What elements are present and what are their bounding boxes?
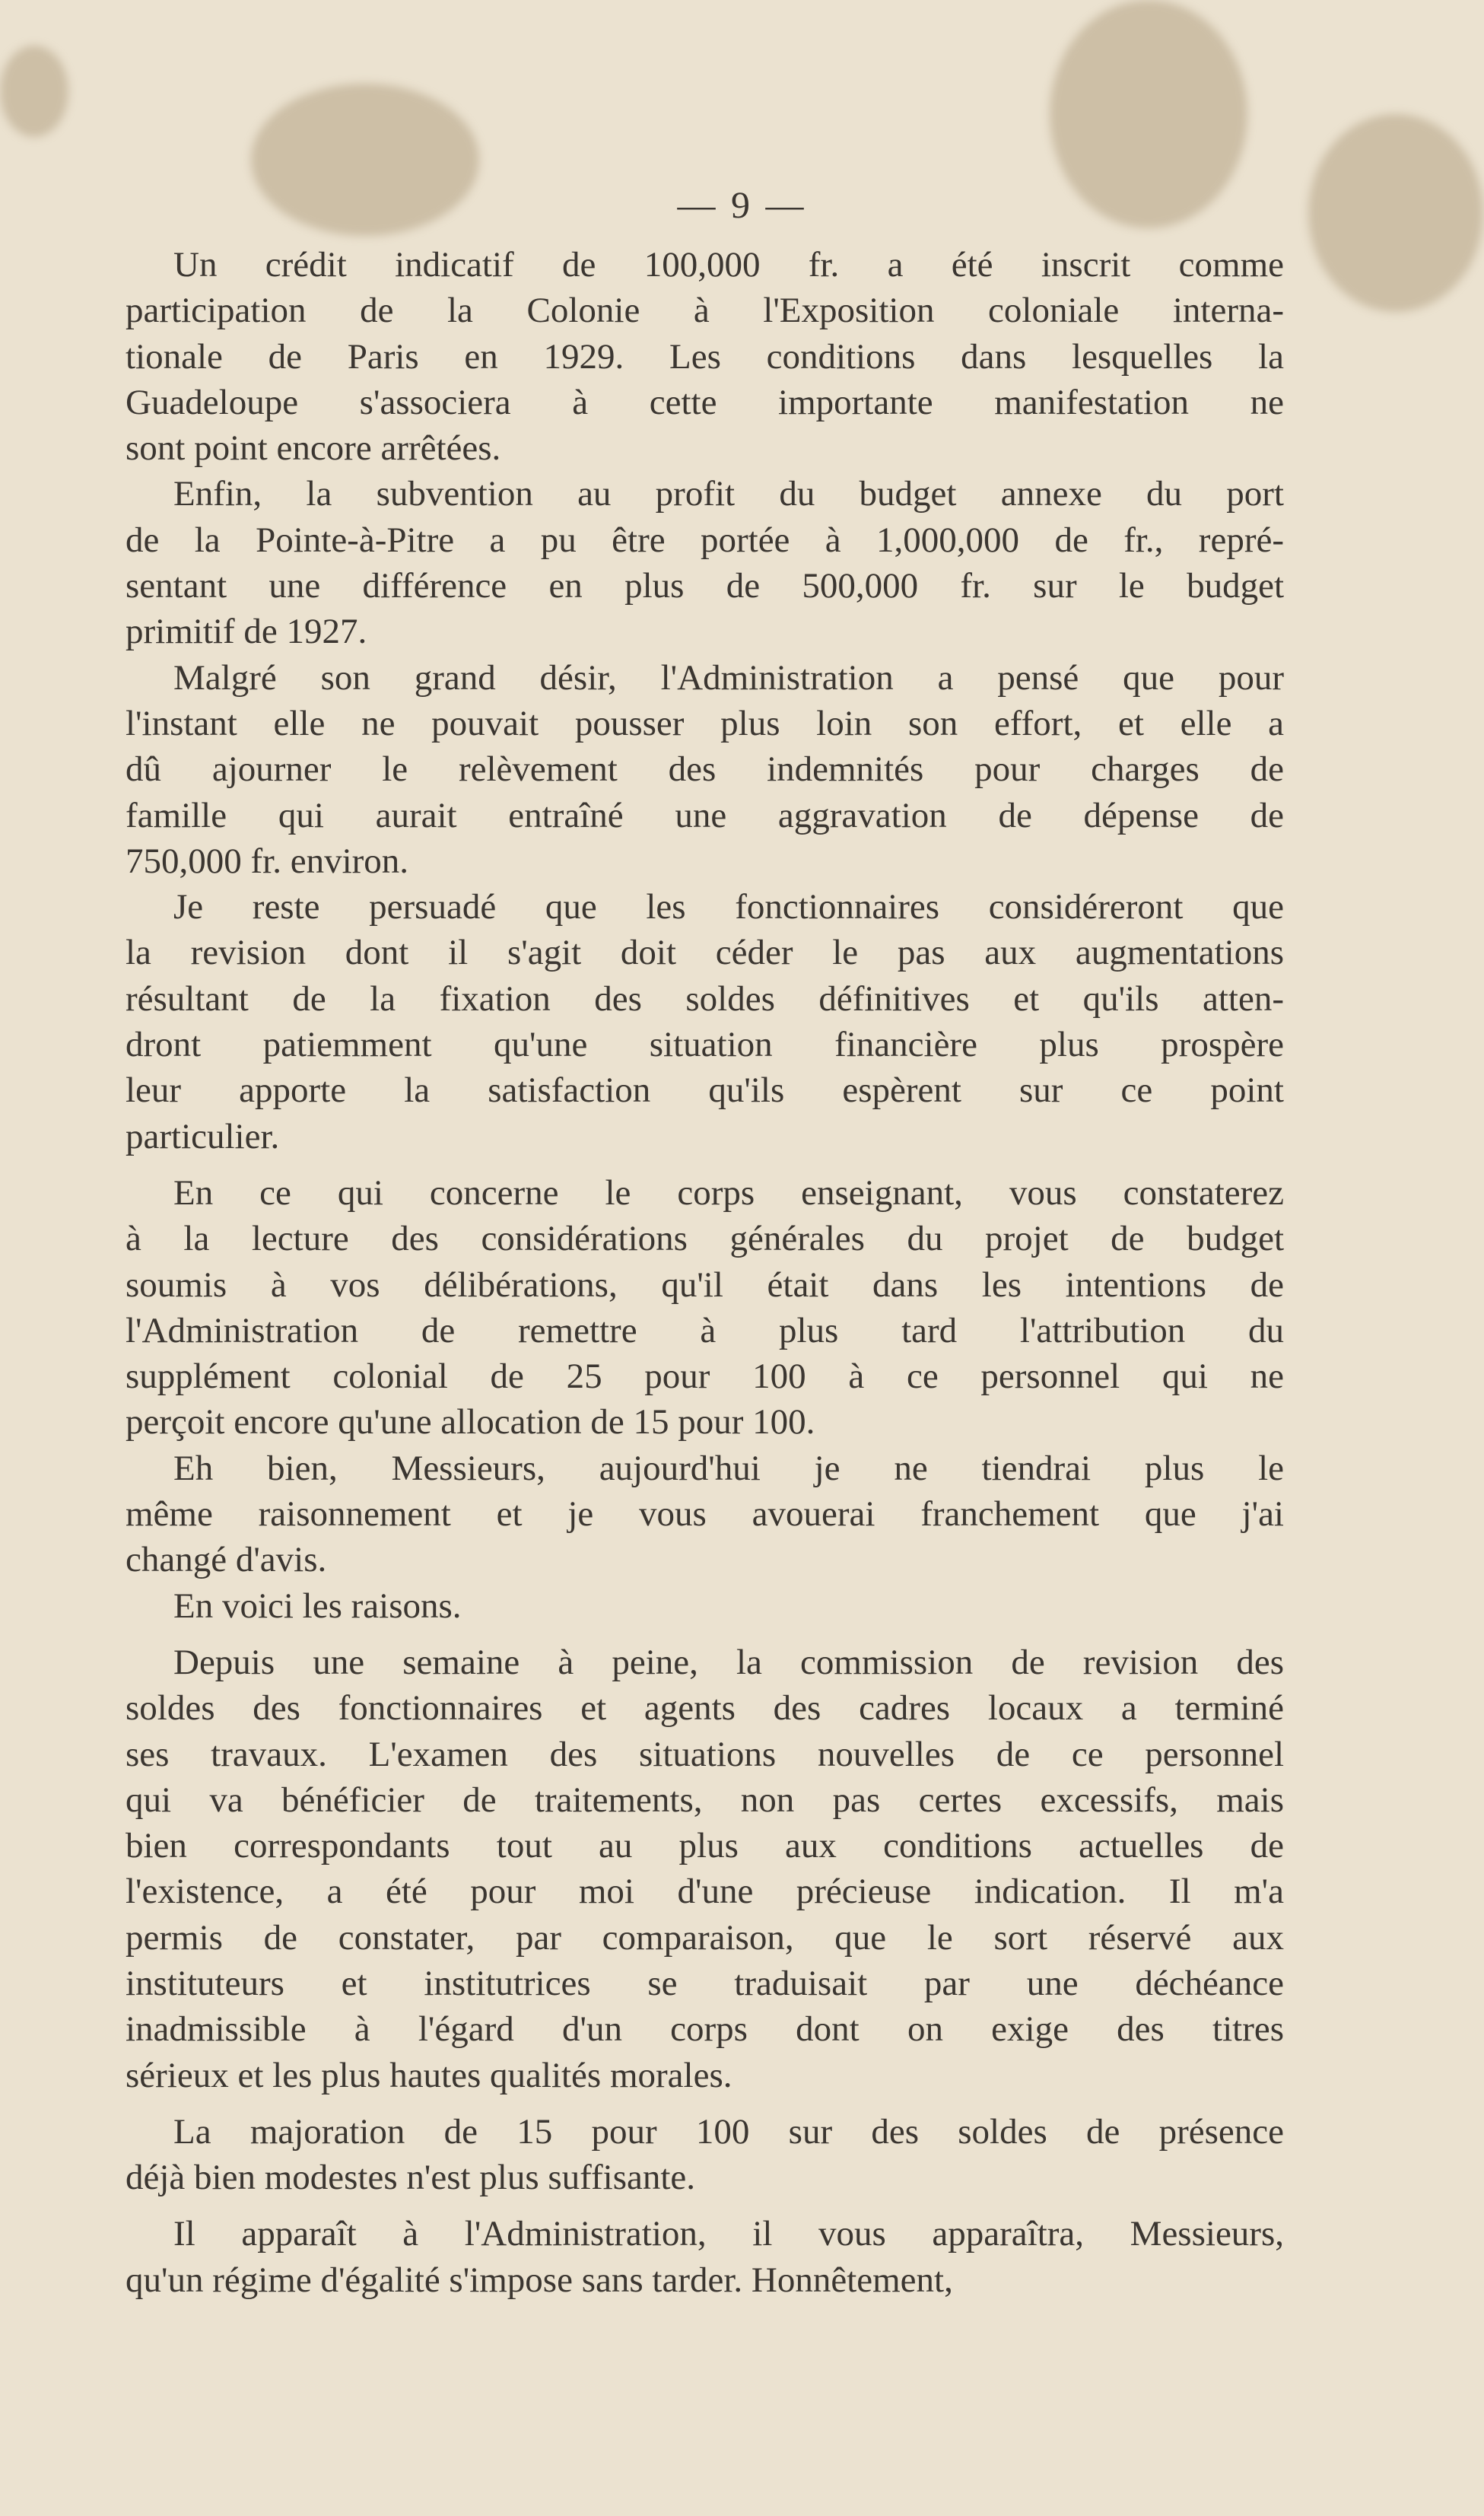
text-line: soldes des fonctionnaires et agents des cadres locaux a terminé <box>126 1688 1284 1729</box>
paragraph <box>126 2109 1284 2201</box>
page-number: — 9 — <box>677 183 807 226</box>
text-line: En ce qui concerne le corps enseignant, vous constaterez <box>173 1172 1284 1213</box>
text-line: Un crédit indicatif de 100,000 fr. a été inscrit comme <box>173 245 1284 285</box>
text-line: l'existence, a été pour moi d'une précieuse indication. Il m'a <box>126 1872 1284 1912</box>
paragraph <box>126 884 1284 1159</box>
text-line: l'Administration de remettre à plus tard l'attribution du <box>126 1310 1284 1350</box>
text-line: sérieux et les plus hautes qualités morales. <box>126 2055 732 2095</box>
text-line: perçoit encore qu'une allocation de 15 pour 100. <box>126 1402 815 1442</box>
text-line: qui va bénéficier de traitements, non pas certes excessifs, mais <box>126 1780 1284 1820</box>
text-line: même raisonnement et je vous avouerai franchement que j'ai <box>126 1494 1284 1535</box>
paragraph <box>126 655 1284 884</box>
text-line: sont point encore arrêtées. <box>126 428 501 469</box>
text-line: l'instant elle ne pouvait pousser plus loin son effort, et elle a <box>126 703 1284 743</box>
text-line: La majoration de 15 pour 100 sur des soldes de présence <box>173 2111 1284 2152</box>
body-text <box>126 242 1284 2303</box>
paragraph <box>126 1640 1284 2098</box>
text-line: déjà bien modestes n'est plus suffisante. <box>126 2158 696 2198</box>
text-line: qu'un régime d'égalité s'impose sans tarder. Honnêtement, <box>126 2260 953 2300</box>
text-line: famille qui aurait entraîné une aggravation de dépense de <box>126 795 1284 835</box>
paragraph <box>126 1170 1284 1446</box>
text-line: tionale de Paris en 1929. Les conditions dans lesquelles la <box>126 336 1284 377</box>
text-line: dront patiemment qu'une situation financière plus prospère <box>126 1025 1284 1065</box>
text-line: résultant de la fixation des soldes définitives et qu'ils atten- <box>126 978 1284 1019</box>
text-line: soumis à vos délibérations, qu'il était dans les intentions de <box>126 1264 1284 1305</box>
stain <box>0 46 68 137</box>
paragraph <box>126 471 1284 654</box>
text-line: particulier. <box>126 1116 280 1156</box>
text-line: Enfin, la subvention au profit du budget annexe du port <box>173 474 1284 514</box>
text-line: changé d'avis. <box>126 1540 327 1580</box>
text-line: participation de la Colonie à l'Exposition coloniale interna- <box>126 291 1284 331</box>
text-line: En voici les raisons. <box>173 1586 462 1626</box>
text-line: leur apporte la satisfaction qu'ils espèrent sur ce point <box>126 1070 1284 1111</box>
text-line: ses travaux. L'examen des situations nouvelles de ce personnel <box>126 1734 1284 1774</box>
text-line: instituteurs et institutrices se traduisait par une déchéance <box>126 1963 1284 2003</box>
text-line: Il apparaît à l'Administration, il vous apparaîtra, Messieurs, <box>173 2214 1284 2254</box>
paragraph <box>126 242 1284 471</box>
text-line: Malgré son grand désir, l'Administration a pensé que pour <box>173 657 1284 698</box>
text-line: sentant une différence en plus de 500,000 fr. sur le budget <box>126 566 1284 606</box>
text-line: dû ajourner le relèvement des indemnités pour charges de <box>126 749 1284 790</box>
paragraph <box>126 2211 1284 2303</box>
text-line: primitif de 1927. <box>126 612 367 652</box>
paragraph <box>126 1583 1284 1629</box>
text-line: permis de constater, par comparaison, que le sort réservé aux <box>126 1917 1284 1958</box>
text-line: 750,000 fr. environ. <box>126 841 409 881</box>
text-line: à la lecture des considérations générales du projet de budget <box>126 1219 1284 1259</box>
text-line: Eh bien, Messieurs, aujourd'hui je ne tiendrai plus le <box>173 1448 1284 1488</box>
text-line: Guadeloupe s'associera à cette importante manifestation ne <box>126 382 1284 422</box>
text-line: Je reste persuadé que les fonctionnaires considéreront que <box>173 887 1284 927</box>
paragraph <box>126 1446 1284 1583</box>
text-line: bien correspondants tout au plus aux conditions actuelles de <box>126 1826 1284 1866</box>
text-line: de la Pointe-à-Pitre a pu être portée à 1,000,000 de fr., repré- <box>126 520 1284 560</box>
text-line: la revision dont il s'agit doit céder le pas aux augmentations <box>126 933 1284 973</box>
text-line: inadmissible à l'égard d'un corps dont on exige des titres <box>126 2009 1284 2050</box>
text-line: Depuis une semaine à peine, la commission de revision des <box>173 1642 1284 1682</box>
text-line: supplément colonial de 25 pour 100 à ce personnel qui ne <box>126 1357 1284 1397</box>
